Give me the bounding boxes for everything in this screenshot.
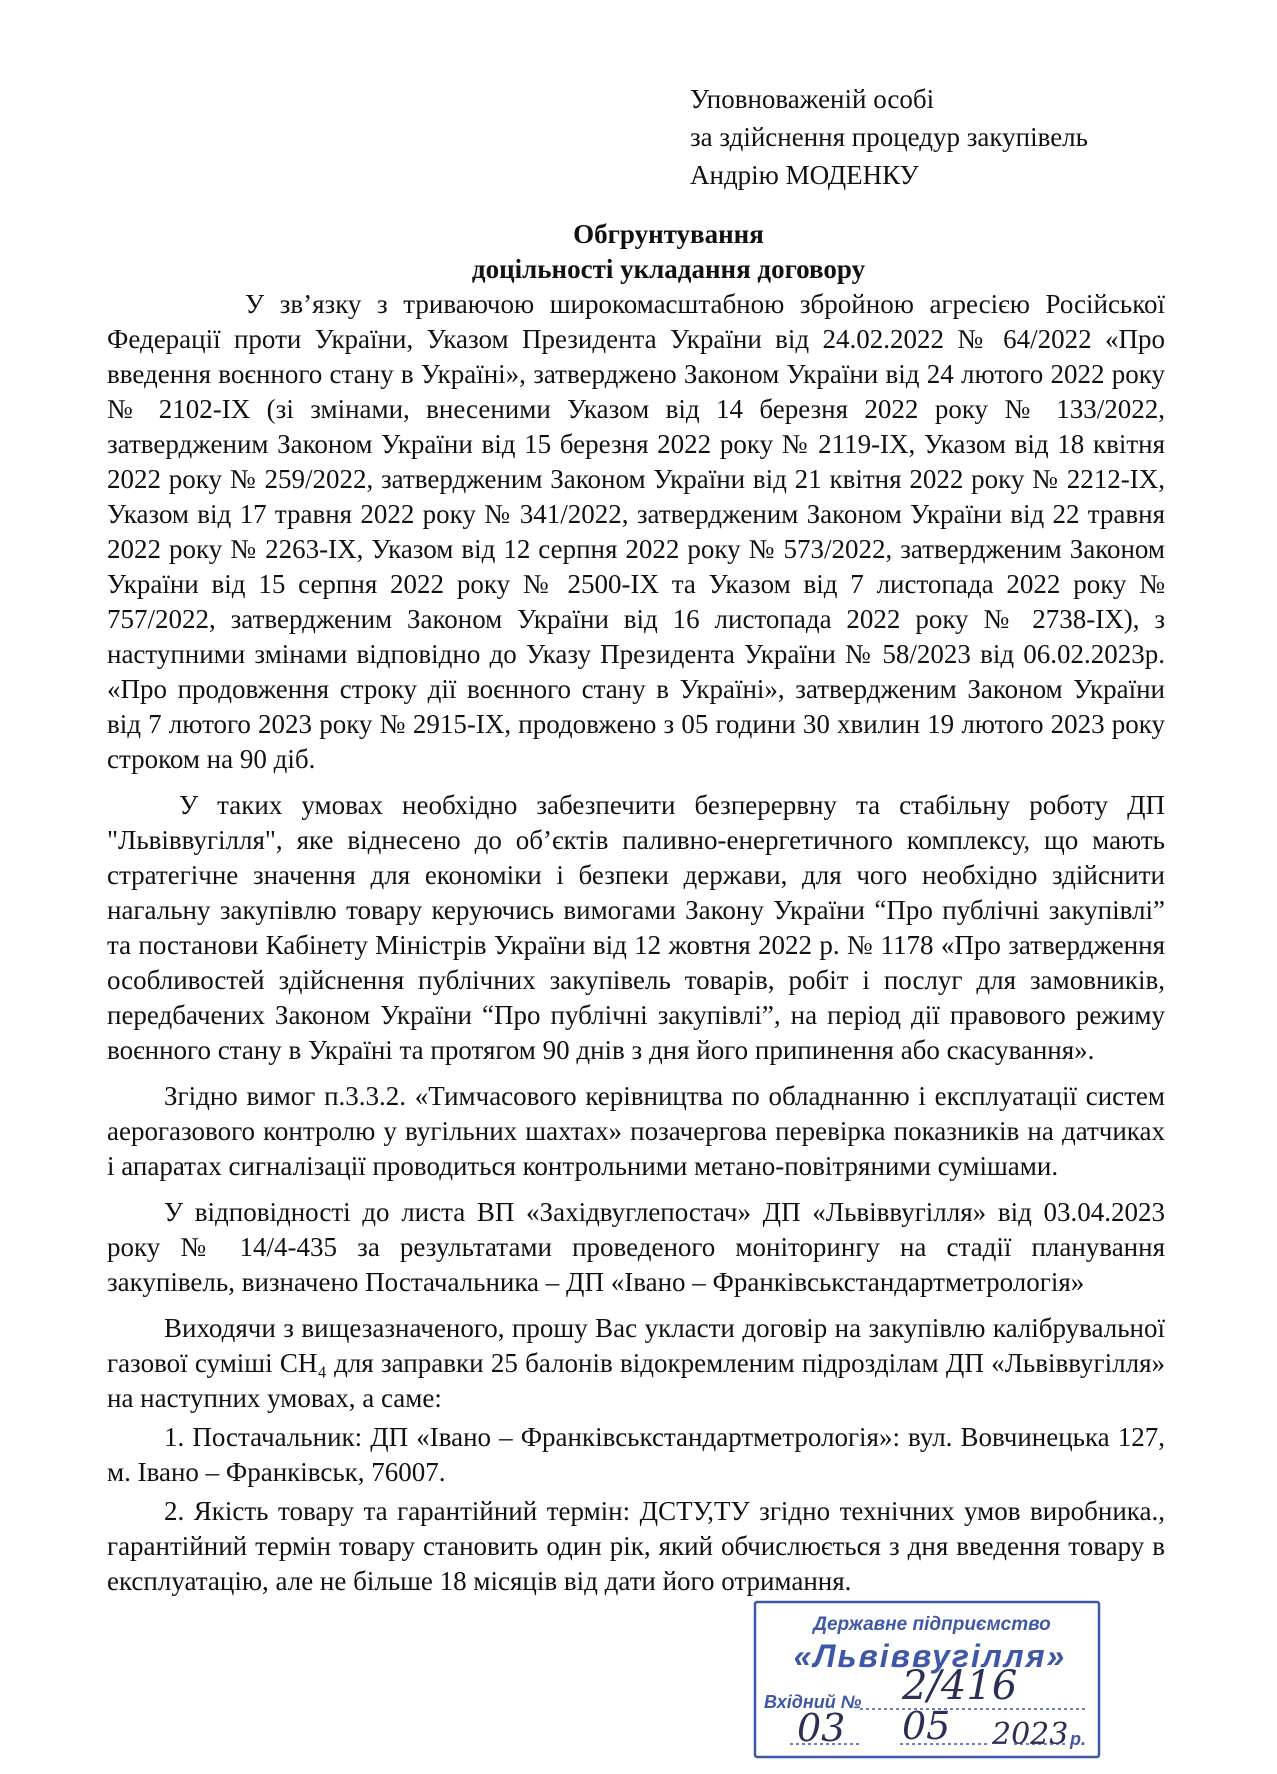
paragraph-request: Виходячи з вищезазначеного, прошу Вас укласти договір на закупівлю калібрувальної газової суміші CH₄ для заправки 25 балонів відокремленим підрозділам ДП «Львіввугілля» на наступних умовах, а саме: bbox=[107, 1313, 1165, 1413]
paragraph-supplier-address: 1. Постачальник: ДП «Івано – Франківськстандартметрологія»: вул. Вовчинецька 127, м. Івано – Франківськ, 76007. bbox=[107, 1422, 1165, 1487]
addressee-block bbox=[690, 80, 1088, 194]
svg-text:05: 05 bbox=[902, 1704, 951, 1748]
paragraph-quality-warranty: 2. Якість товару та гарантійний термін: ДСТУ,ТУ згідно технічних умов виробника., гарантійний термін товару становить один рік, який обчислюється з дня введення товару в експлуатацію, але не більше 18 місяців від дати його отримання. bbox=[107, 1496, 1165, 1596]
incoming-document-stamp bbox=[752, 1599, 1103, 1761]
paragraph-supplier-letter: У відповідності до листа ВП «Західвуглепостач» ДП «Львіввугілля» від 03.04.2023 року № 14/4-435 за результатами проведеного моніторингу на стадії планування закупівель, визначено Постачальника – ДП «Івано – Франківськстандартметрологія» bbox=[107, 1197, 1165, 1297]
addressee-line-1: Уповноваженій особі bbox=[690, 84, 935, 114]
svg-text:Державне підприємство: Державне підприємство bbox=[813, 1614, 1051, 1635]
svg-text:2023: 2023 bbox=[992, 1717, 1069, 1752]
title-line-1: Обгрунтування bbox=[573, 219, 764, 249]
addressee-line-3: Андрію МОДЕНКУ bbox=[690, 160, 919, 190]
svg-text:2/416: 2/416 bbox=[902, 1663, 1018, 1709]
title-line-2: доцільності укладання договору bbox=[471, 254, 866, 284]
svg-text:«Львіввугілля»: «Львіввугілля» bbox=[793, 1638, 1067, 1674]
paragraph-martial-law: У зв’язку з триваючою широкомасштабною збройною агресією Російської Федерації проти України, Указом Президента України від 24.02.2022 № 64/2022 «Про введення воєнного стану в Україні», затверджено Законом України від 24 лютого 2022 року № 2102-IX (зі змінами, внесеними Указом від 14 березня 2022 року № 133/2022, затвердженим Законом України від 15 березня 2022 року № 2119-IX, Указом від 18 квітня 2022 року № 259/2022, затвердженим Законом України від 21 квітня 2022 року № 2212-IX, Указом від 17 травня 2022 року № 341/2022, затвердженим Законом України від 22 травня 2022 року № 2263-IX, Указом від 12 серпня 2022 року № 573/2022, затвердженим Законом України від 15 серпня 2022 року № 2500-IX та Указом від 7 листопада 2022 року № 757/2022, затвердженим Законом України від 16 листопада 2022 року № 2738-IX), з наступними змінами відповідно до Указу Президента України № 58/2023 від 06.02.2023р. «Про продовження строку дії воєнного стану в Україні», затвердженим Законом України від 7 лютого 2023 року № 2915-IX, продовжено з 05 години 30 хвилин 19 лютого 2023 року строком на 90 діб. bbox=[107, 289, 1165, 774]
svg-text:Вхідний №: Вхідний № bbox=[764, 1692, 862, 1712]
svg-text:03: 03 bbox=[797, 1706, 846, 1750]
paragraph-procurement-need: У таких умовах необхідно забезпечити безперервну та стабільну роботу ДП "Львіввугілля", яке віднесено до об’єктів паливно-енергетичного комплексу, що мають стратегічне значення для економіки і безпеки держави, для чого необхідно здійснити нагальну закупівлю товару керуючись вимогами Закону України “Про публічні закупівлі” та постанови Кабінету Міністрів України від 12 жовтня 2022 р. № 1178 «Про затвердження особливостей здійснення публічних закупівель товарів, робіт і послуг для замовників, передбачених Законом України “Про публічні закупівлі”, на період дії правового режиму воєнного стану в Україні та протягом 90 днів з дня його припинення або скасування». bbox=[107, 790, 1165, 1065]
document-body bbox=[107, 287, 1165, 1599]
addressee-line-2: за здійснення процедур закупівель bbox=[690, 122, 1088, 152]
document-title bbox=[0, 217, 1277, 287]
paragraph-regulation: Згідно вимог п.3.3.2. «Тимчасового керівництва по обладнанню і експлуатації систем аерогазового контролю у вугільних шахтах» позачергова перевірка показників на датчиках і апаратах сигналізації проводиться контрольними метано-повітряними сумішами. bbox=[107, 1081, 1165, 1181]
svg-text:р.: р. bbox=[1070, 1729, 1086, 1749]
